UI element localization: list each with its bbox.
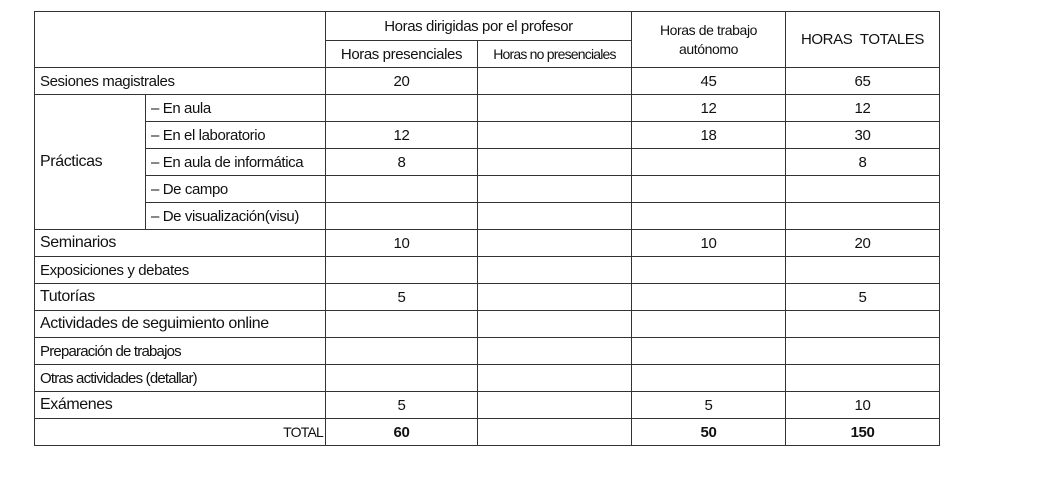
cell-autonomous <box>632 365 786 392</box>
cell-non-presential <box>478 257 632 284</box>
header-autonomous-line1: Horas de trabajo <box>659 22 758 38</box>
cell-total <box>786 311 940 338</box>
practicas-group-label: Prácticas <box>35 95 146 230</box>
hours-table <box>34 11 940 446</box>
cell-total <box>786 365 940 392</box>
header-non-presential-hours: Horas no presenciales <box>478 41 632 68</box>
cell-presential <box>326 95 478 122</box>
total-autonomous: 50 <box>632 419 786 446</box>
cell-autonomous <box>632 149 786 176</box>
cell-non-presential <box>478 95 632 122</box>
cell-non-presential <box>478 311 632 338</box>
row-sublabel: – En aula <box>146 95 326 122</box>
table-row <box>35 95 940 122</box>
table-row <box>35 257 940 284</box>
cell-presential <box>326 176 478 203</box>
cell-non-presential <box>478 392 632 419</box>
header-autonomous-hours <box>632 12 786 68</box>
table-row <box>35 68 940 95</box>
cell-non-presential <box>478 68 632 95</box>
cell-non-presential <box>478 230 632 257</box>
header-directed-hours: Horas dirigidas por el profesor <box>326 12 632 41</box>
cell-presential <box>326 257 478 284</box>
cell-presential: 8 <box>326 149 478 176</box>
cell-total <box>786 338 940 365</box>
row-label: Sesiones magistrales <box>35 68 326 95</box>
cell-non-presential <box>478 365 632 392</box>
cell-presential <box>326 311 478 338</box>
header-presential-hours: Horas presenciales <box>326 41 478 68</box>
cell-total <box>786 257 940 284</box>
table-row <box>35 176 940 203</box>
cell-autonomous: 18 <box>632 122 786 149</box>
cell-autonomous <box>632 284 786 311</box>
cell-presential <box>326 203 478 230</box>
row-sublabel: – En aula de informática <box>146 149 326 176</box>
cell-presential: 5 <box>326 392 478 419</box>
table-row <box>35 230 940 257</box>
cell-total: 10 <box>786 392 940 419</box>
total-label: TOTAL <box>35 419 326 446</box>
table-row <box>35 149 940 176</box>
total-presential: 60 <box>326 419 478 446</box>
row-label: Exposiciones y debates <box>35 257 326 284</box>
cell-autonomous <box>632 176 786 203</box>
total-row <box>35 419 940 446</box>
cell-autonomous <box>632 203 786 230</box>
row-label: Tutorías <box>35 284 326 311</box>
table-row <box>35 311 940 338</box>
cell-presential: 10 <box>326 230 478 257</box>
cell-total: 65 <box>786 68 940 95</box>
cell-presential: 5 <box>326 284 478 311</box>
cell-non-presential <box>478 338 632 365</box>
table-row <box>35 203 940 230</box>
row-sublabel: – De visualización(visu) <box>146 203 326 230</box>
cell-presential <box>326 365 478 392</box>
row-sublabel: – De campo <box>146 176 326 203</box>
cell-non-presential <box>478 122 632 149</box>
cell-autonomous <box>632 338 786 365</box>
cell-autonomous <box>632 311 786 338</box>
cell-total <box>786 176 940 203</box>
cell-total: 20 <box>786 230 940 257</box>
table-row <box>35 284 940 311</box>
row-label: Exámenes <box>35 392 326 419</box>
cell-non-presential <box>478 149 632 176</box>
header-total-hours: HORAS TOTALES <box>786 12 940 68</box>
cell-total <box>786 203 940 230</box>
cell-autonomous: 12 <box>632 95 786 122</box>
table-row <box>35 392 940 419</box>
cell-presential <box>326 338 478 365</box>
header-autonomous-line2: autónomo <box>678 41 739 57</box>
row-sublabel: – En el laboratorio <box>146 122 326 149</box>
row-label: Seminarios <box>35 230 326 257</box>
total-hours: 150 <box>786 419 940 446</box>
cell-non-presential <box>478 284 632 311</box>
cell-autonomous: 10 <box>632 230 786 257</box>
table-row <box>35 338 940 365</box>
cell-non-presential <box>478 176 632 203</box>
cell-autonomous: 45 <box>632 68 786 95</box>
header-empty-cell <box>35 12 326 68</box>
cell-non-presential <box>478 203 632 230</box>
row-label: Otras actividades (detallar) <box>35 365 326 392</box>
total-non-presential <box>478 419 632 446</box>
row-label: Actividades de seguimiento online <box>35 311 326 338</box>
row-label: Preparación de trabajos <box>35 338 326 365</box>
cell-presential: 12 <box>326 122 478 149</box>
cell-total: 5 <box>786 284 940 311</box>
cell-total: 8 <box>786 149 940 176</box>
cell-presential: 20 <box>326 68 478 95</box>
table-row <box>35 365 940 392</box>
table-row <box>35 122 940 149</box>
cell-total: 30 <box>786 122 940 149</box>
cell-autonomous: 5 <box>632 392 786 419</box>
cell-total: 12 <box>786 95 940 122</box>
cell-autonomous <box>632 257 786 284</box>
